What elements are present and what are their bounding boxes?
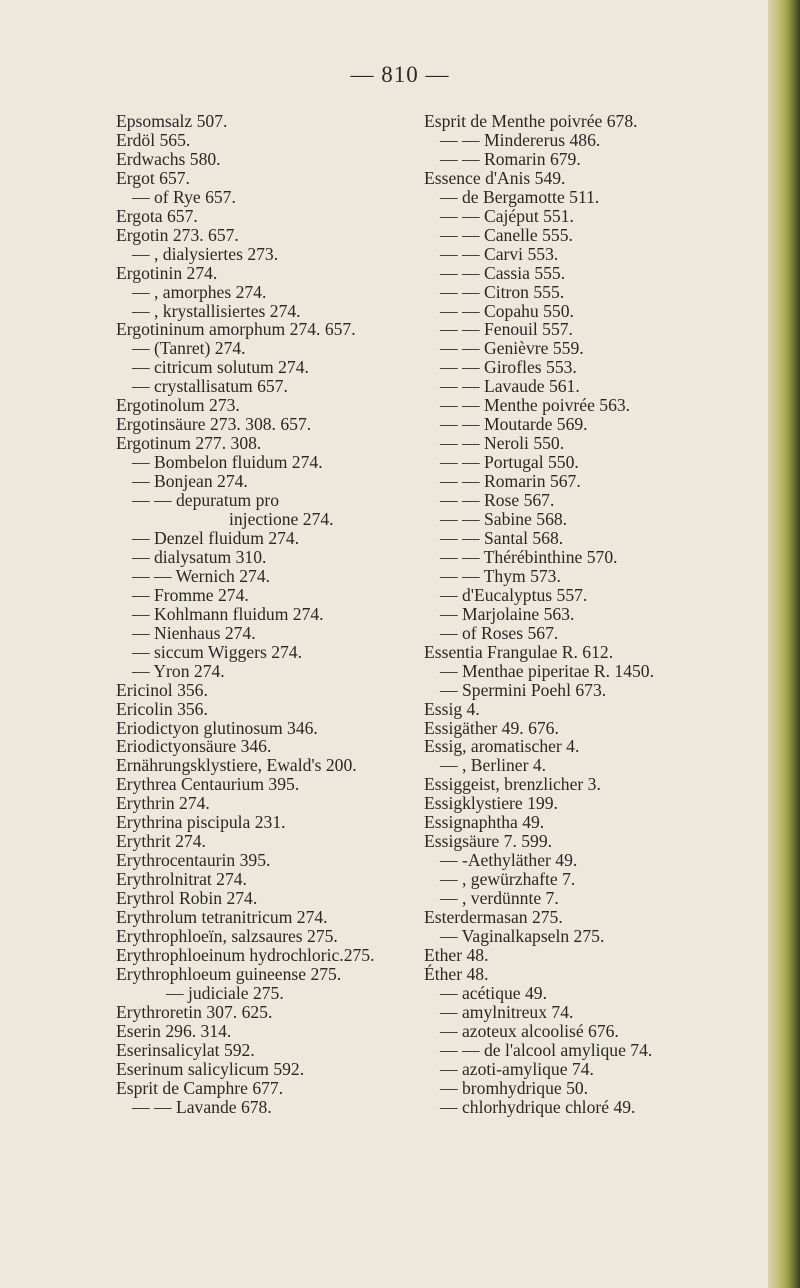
index-subentry: — — Neroli 550. [440,433,565,454]
index-entry: Erythrophloeinum hydrochloric.275. [116,944,375,965]
index-entry: Erythrocentaurin 395. [116,850,271,871]
index-entry: Essigsäure 7. 599. [424,831,553,852]
index-entry: Ergotinin 274. [116,262,218,283]
index-entry: Ergotin 273. 657. [116,224,239,245]
index-subentry: — Menthae piperitae R. 1450. [440,660,655,681]
index-subentry: — citricum solutum 274. [132,357,309,378]
index-entry: Erythroretin 307. 625. [116,1001,273,1022]
index-entry: Essigklystiere 199. [424,793,558,814]
index-subentry: — — Citron 555. [440,281,565,302]
index-entry: Éther 48. [424,963,489,984]
index-subentry: — Nienhaus 274. [132,622,256,643]
index-subentry: — — Lavande 678. [132,1096,272,1117]
index-subentry: — — Copahu 550. [440,300,574,321]
index-subentry: — bromhydrique 50. [440,1077,589,1098]
index-subentry: — judiciale 275. [166,982,284,1003]
index-entry: Eserinum salicylicum 592. [116,1058,305,1079]
index-entry: Esprit de Camphre 677. [116,1077,284,1098]
index-entry: Essence d'Anis 549. [424,167,566,188]
index-entry: Eriodictyon glutinosum 346. [116,717,318,738]
index-subentry: — — Fenouil 557. [440,319,573,340]
index-entry: Essigäther 49. 676. [424,717,559,738]
index-subentry: — — Sabine 568. [440,509,568,530]
index-column-left [116,112,416,1117]
index-subentry: — Yron 274. [132,660,225,681]
index-entry: Essig, aromatischer 4. [424,736,580,757]
index-subentry: — -Aethyläther 49. [440,850,578,871]
index-subentry: — — de l'alcool amylique 74. [440,1039,653,1060]
index-subentry: — , krystallisiertes 274. [132,300,301,321]
index-entry: Ericolin 356. [116,698,208,719]
index-subentry: — , gewürzhafte 7. [440,869,576,890]
index-subentry: — acétique 49. [440,982,547,1003]
index-entry: Essiggeist, brenzlicher 3. [424,774,601,795]
index-entry: Erdwachs 580. [116,148,221,169]
index-subentry: — Vaginalkapseln 275. [440,925,605,946]
page-edge-shadow [768,0,800,1288]
index-entry: Erythrophloeum guineense 275. [116,963,342,984]
index-subentry: — of Roses 567. [440,622,559,643]
index-entry: Erythrina piscipula 231. [116,812,286,833]
index-entry: Ergotinum 277. 308. [116,433,262,454]
index-column-right [424,112,734,1117]
index-entry: Esprit de Menthe poivrée 678. [424,111,638,131]
index-subentry: — azoti-amylique 74. [440,1058,594,1079]
index-subentry: — — Thym 573. [440,565,561,586]
index-entry: Ericinol 356. [116,679,208,700]
index-subentry: — — Girofles 553. [440,357,577,378]
index-entry: Ergot 657. [116,167,190,188]
index-subentry: — — Cassia 555. [440,262,566,283]
index-subentry: — Marjolaine 563. [440,603,575,624]
index-subentry: — — Rose 567. [440,490,555,511]
index-subentry: — , dialysiertes 273. [132,243,279,264]
index-subentry: — Fromme 274. [132,584,249,605]
index-entry: Ergotinolum 273. [116,395,240,416]
index-subentry: — — Romarin 567. [440,471,581,492]
index-entry: Epsomsalz 507. [116,111,228,131]
index-entry: Erythrit 274. [116,831,206,852]
index-subentry: — — Cajéput 551. [440,205,574,226]
index-continuation: injectione 274. [229,509,334,530]
index-subentry: — — Moutarde 569. [440,414,588,435]
index-entry: Erythrolum tetranitricum 274. [116,907,328,928]
index-entry: Essignaphtha 49. [424,812,545,833]
index-subentry: — azoteux alcoolisé 676. [440,1020,619,1041]
index-subentry: — — Mindererus 486. [440,129,601,150]
index-entry: Eserin 296. 314. [116,1020,232,1041]
index-subentry: — — Romarin 679. [440,148,581,169]
index-entry: Erythrophloeïn, salzsaures 275. [116,925,338,946]
index-subentry: — dialysatum 310. [132,546,267,567]
index-entry: Erdöl 565. [116,129,191,150]
page-number: — 810 — [350,62,450,87]
index-entry: Essig 4. [424,698,480,719]
index-subentry: — siccum Wiggers 274. [132,641,302,662]
index-subentry: — Denzel fluidum 274. [132,527,300,548]
index-entry: Essentia Frangulae R. 612. [424,641,614,662]
index-subentry: — amylnitreux 74. [440,1001,574,1022]
index-subentry: — Bonjean 274. [132,471,248,492]
index-entry: Ergota 657. [116,205,198,226]
index-subentry: — d'Eucalyptus 557. [440,584,588,605]
index-subentry: — de Bergamotte 511. [440,186,600,207]
index-entry: Esterdermasan 275. [424,907,563,928]
index-subentry: — — Carvi 553. [440,243,559,264]
index-entry: Erythrolnitrat 274. [116,869,247,890]
index-entry: Ether 48. [424,944,489,965]
index-subentry: — Bombelon fluidum 274. [132,452,323,473]
index-subentry: — Kohlmann fluidum 274. [132,603,324,624]
index-subentry: — of Rye 657. [132,186,236,207]
index-entry: Eriodictyonsäure 346. [116,736,272,757]
index-entry: Erythrin 274. [116,793,210,814]
index-entry: Eserinsalicylat 592. [116,1039,255,1060]
index-subentry: — , verdünnte 7. [440,888,559,909]
index-entry: Ergotininum amorphum 274. 657. [116,319,356,340]
index-subentry: — — Thérébinthine 570. [440,546,618,567]
index-subentry: — — Genièvre 559. [440,338,584,359]
index-subentry: — chlorhydrique chloré 49. [440,1096,636,1117]
index-subentry: — , Berliner 4. [440,755,547,776]
index-subentry: — — Portugal 550. [440,452,579,473]
index-subentry: — — Wernich 274. [132,565,271,586]
index-subentry: — — Canelle 555. [440,224,573,245]
index-entry: Erythrol Robin 274. [116,888,258,909]
index-subentry: — , amorphes 274. [132,281,267,302]
index-entry: Ernährungsklystiere, Ewald's 200. [116,755,357,776]
index-subentry: — Spermini Poehl 673. [440,679,607,700]
index-subentry: — (Tanret) 274. [132,338,246,359]
index-subentry: — — Santal 568. [440,527,564,548]
index-subentry: — — Lavaude 561. [440,376,580,397]
index-subentry: — — Menthe poivrée 563. [440,395,631,416]
index-subentry: — — depuratum pro [132,490,280,511]
index-subentry: — crystallisatum 657. [132,376,288,397]
index-entry: Ergotinsäure 273. 308. 657. [116,414,312,435]
index-entry: Erythrea Centaurium 395. [116,774,300,795]
